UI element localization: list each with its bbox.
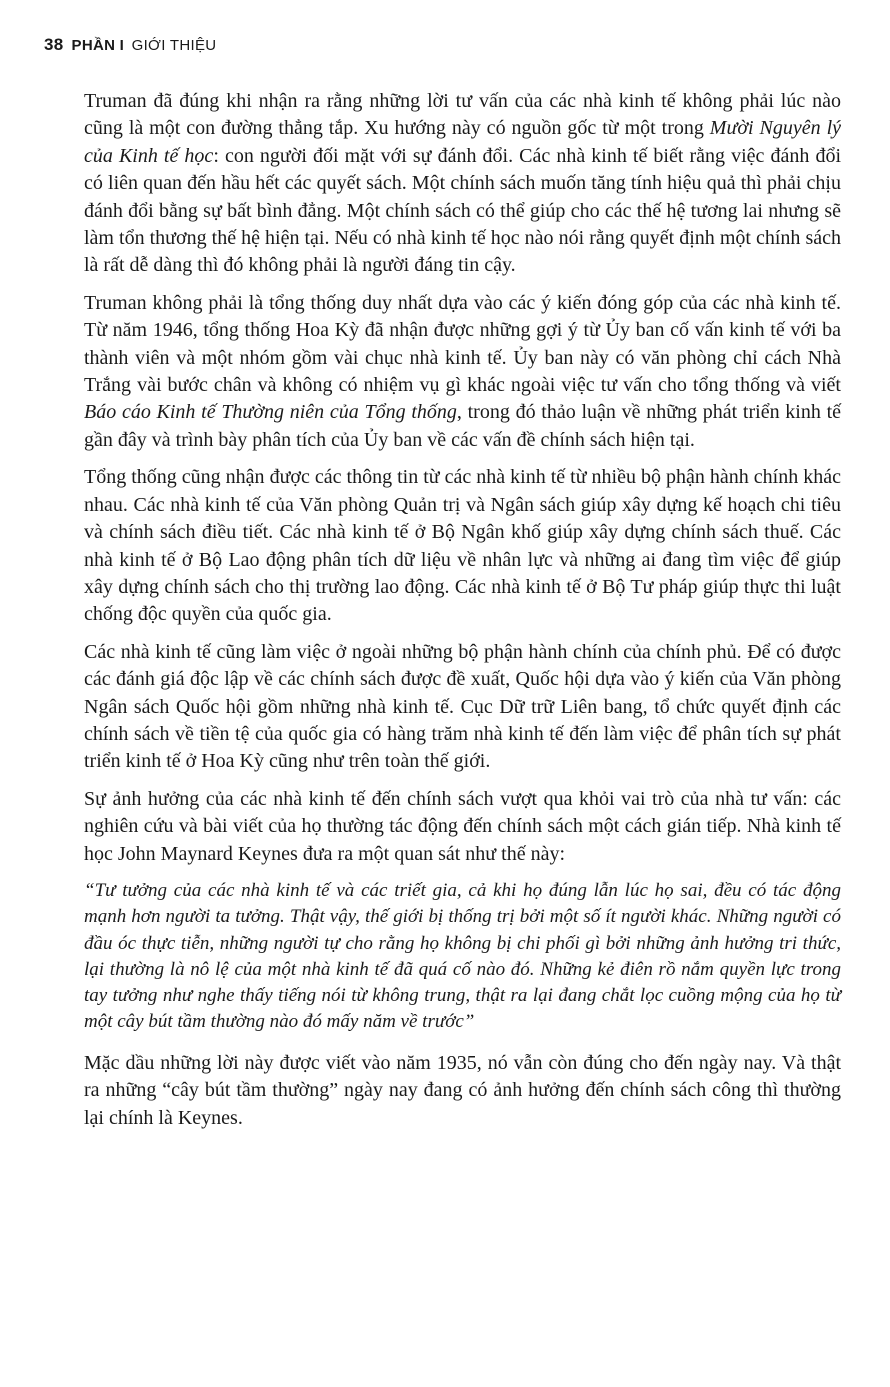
paragraph-1-text-a: Truman đã đúng khi nhận ra rằng những lời tư vấn của các nhà kinh tế không phải lúc nào cũng là một con đường thẳng tắp. Xu hướng này có nguồn gốc từ một trong	[84, 90, 841, 140]
paragraph-5: Sự ảnh hưởng của các nhà kinh tế đến chính sách vượt qua khỏi vai trò của nhà tư vấn: các nghiên cứu và bài viết của họ thường tác động đến chính sách một cách gián tiếp. Nhà kinh tế học John Maynard Keynes đưa ra một quan sát như thế này:	[84, 787, 841, 865]
keynes-quote: “Tư tưởng của các nhà kinh tế và các triết gia, cả khi họ đúng lẫn lúc họ sai, đều có tác động mạnh hơn người ta tưởng. Thật vậy, thế giới bị thống trị bởi một số ít người khác. Những người có đầu óc thực tiễn, những người tự cho rằng họ không bị chi phối gì bởi những ảnh hưởng tri thức, lại thường là nô lệ của một nhà kinh tế đã quá cố nào đó. Những kẻ điên rồ nắm quyền lực trong tay tưởng như nghe thấy tiếng nói từ không trung, thật ra lại đang chắt lọc cuồng mộng của họ từ một cây bút tầm thường nào đó mấy năm về trước”	[84, 879, 841, 1033]
closing-paragraph: Mặc dầu những lời này được viết vào năm 1935, nó vẫn còn đúng cho đến ngày nay. Và thật ra những “cây bút tầm thường” ngày nay đang có ảnh hưởng đến chính sách công thì thường lại chính là Keynes.	[84, 1051, 841, 1129]
paragraph-2	[84, 290, 841, 454]
paragraph-4: Các nhà kinh tế cũng làm việc ở ngoài những bộ phận hành chính của chính phủ. Để có được các đánh giá độc lập về các chính sách được đề xuất, Quốc hội dựa vào ý kiến của Văn phòng Ngân sách Quốc hội gồm những nhà kinh tế. Cục Dữ trữ Liên bang, tổ chức quyết định các chính sách về tiền tệ của quốc gia có hàng trăm nhà kinh tế đến làm việc để phân tích sự phát triển kinh tế ở Hoa Kỳ cũng như trên toàn thế giới.	[84, 640, 841, 773]
paragraph-1-text-b: : con người đối mặt với sự đánh đổi. Các nhà kinh tế biết rằng việc đánh đổi có liên quan đến hầu hết các quyết sách. Một chính sách muốn tăng tính hiệu quả thì phải chịu đánh đổi bằng sự bất bình đẳng. Một chính sách có thể giúp cho các thế hệ tương lai nhưng sẽ làm tổn thương thế hệ hiện tại. Nếu có nhà kinh tế học nào nói rằng quyết định một chính sách là rất dễ dàng thì đó không phải là người đáng tin cậy.	[84, 144, 842, 277]
running-header	[44, 36, 216, 55]
page-number: 38	[44, 35, 64, 54]
part-label: PHẦN I	[71, 37, 125, 54]
paragraph-2-text-b: , trong đó thảo luận về những phát triển kinh tế gần đây và trình bày phân tích của Ủy ban về các vấn đề chính sách hiện tại.	[84, 401, 842, 451]
body-text	[84, 88, 841, 1142]
paragraph-1	[84, 88, 841, 280]
report-title-emphasis: Báo cáo Kinh tế Thường niên của Tổng thống	[84, 401, 457, 424]
chapter-title: GIỚI THIỆU	[131, 37, 217, 54]
paragraph-3: Tổng thống cũng nhận được các thông tin từ các nhà kinh tế từ nhiều bộ phận hành chính khác nhau. Các nhà kinh tế của Văn phòng Quản trị và Ngân sách giúp xây dựng kế hoạch chi tiêu và chính sách điều tiết. Các nhà kinh tế ở Bộ Ngân khố giúp xây dựng chính sách thuế. Các nhà kinh tế ở Bộ Lao động phân tích dữ liệu về nhân lực và những ai đang tìm việc để giúp xây dựng chính sách cho thị trường lao động. Các nhà kinh tế ở Bộ Tư pháp giúp thực thi luật chống độc quyền của quốc gia.	[84, 466, 841, 626]
paragraph-2-text-a: Truman không phải là tổng thống duy nhất dựa vào các ý kiến đóng góp của các nhà kinh tế. Từ năm 1946, tổng thống Hoa Kỳ đã nhận được những gợi ý từ Ủy ban cố vấn kinh tế với ba thành viên và một nhóm gồm vài chục nhà kinh tế. Ủy ban này có văn phòng chỉ cách Nhà Trắng vài bước chân và không có nhiệm vụ gì khác ngoài việc tư vấn cho tổng thống và viết	[84, 291, 841, 397]
book-title-emphasis: Mười Nguyên lý của Kinh tế học	[84, 117, 841, 167]
